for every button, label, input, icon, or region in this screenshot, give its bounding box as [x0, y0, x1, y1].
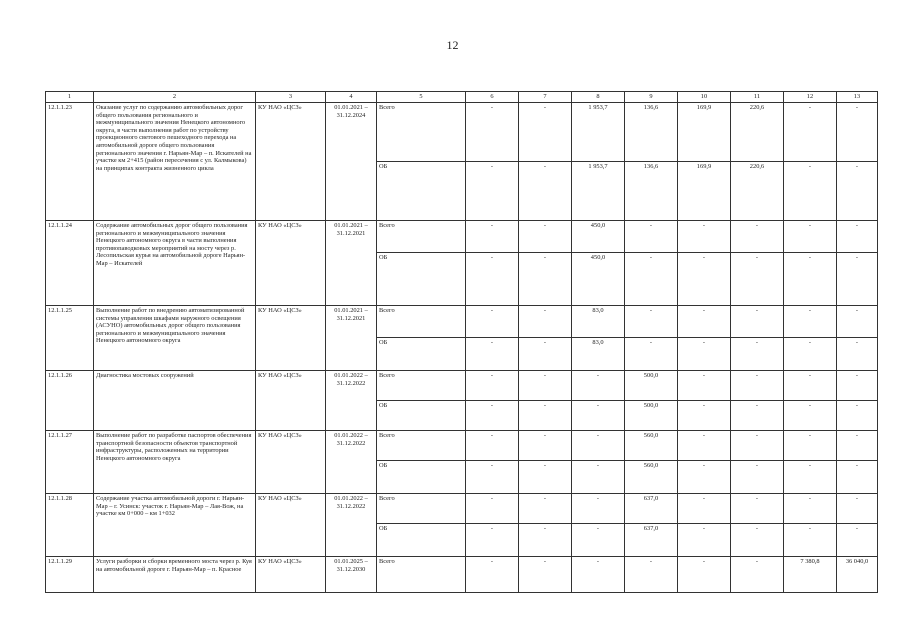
activity-number: 12.1.1.26 — [46, 371, 94, 431]
funding-value: - — [678, 494, 731, 524]
funding-value: - — [837, 306, 878, 338]
activity-period: 01.01.2021 – 31.12.2021 — [326, 306, 377, 371]
funding-value: - — [731, 371, 784, 401]
funding-value: - — [784, 103, 837, 162]
funding-source: Всего — [377, 103, 466, 162]
activity-executor: КУ НАО «ЦСЗ» — [256, 494, 326, 557]
funding-value: - — [678, 524, 731, 557]
funding-value: - — [731, 306, 784, 338]
funding-value: - — [678, 221, 731, 253]
funding-value: - — [466, 221, 519, 253]
funding-value: - — [625, 253, 678, 306]
funding-value: - — [837, 431, 878, 461]
funding-value: 169,9 — [678, 103, 731, 162]
funding-value: - — [572, 494, 625, 524]
column-number: 9 — [625, 92, 678, 103]
table-row — [46, 371, 878, 401]
funding-value: 136,6 — [625, 162, 678, 221]
column-number: 10 — [678, 92, 731, 103]
funding-value: - — [572, 557, 625, 593]
funding-source: Всего — [377, 221, 466, 253]
funding-value: - — [519, 401, 572, 431]
funding-value: - — [466, 306, 519, 338]
funding-value: - — [837, 371, 878, 401]
funding-value: - — [784, 221, 837, 253]
funding-source: Всего — [377, 494, 466, 524]
funding-value: - — [519, 253, 572, 306]
funding-value: - — [731, 253, 784, 306]
funding-value: - — [572, 431, 625, 461]
funding-value: 500,0 — [625, 401, 678, 431]
activity-name: Оказание услуг по содержанию автомобильных дорог общего пользования регионального и межмуниципального значения Ненецкого автономного округа, в части выполнения работ по устройству проекционного светового пешеходного перехода на автомобильной дороге общего пользования регионального значения г. Нарьян-Мар – п. Искателей на участке км 2+415 (район пересечения с ул. Калмыкова) на принципах контракта жизненного цикла — [94, 103, 256, 221]
funding-value: - — [519, 461, 572, 494]
activity-period: 01.01.2022 – 31.12.2022 — [326, 371, 377, 431]
activity-number: 12.1.1.27 — [46, 431, 94, 494]
table-row — [46, 494, 878, 524]
page-number: 12 — [446, 38, 459, 52]
funding-value: 83,0 — [572, 306, 625, 338]
activity-period: 01.01.2025 – 31.12.2030 — [326, 557, 377, 593]
funding-value: - — [466, 461, 519, 494]
funding-value: - — [678, 253, 731, 306]
funding-value: - — [466, 253, 519, 306]
activity-number: 12.1.1.24 — [46, 221, 94, 306]
column-number: 12 — [784, 92, 837, 103]
activity-name: Услуги разборки и сборки временного моста через р. Куя на автомобильной дороге г. Нарьян-Мар – п. Красное — [94, 557, 256, 593]
funding-value: - — [784, 162, 837, 221]
funding-value: - — [784, 431, 837, 461]
funding-value: - — [837, 461, 878, 494]
funding-value: - — [519, 221, 572, 253]
funding-value: - — [572, 401, 625, 431]
funding-value: - — [678, 557, 731, 593]
column-number: 3 — [256, 92, 326, 103]
column-number: 1 — [46, 92, 94, 103]
funding-value: - — [731, 431, 784, 461]
column-number: 4 — [326, 92, 377, 103]
table-row — [46, 221, 878, 253]
activity-name: Выполнение работ по разработке паспортов обеспечения транспортной безопасности объектов транспортной инфраструктуры, расположенных на территории Ненецкого автономного округа — [94, 431, 256, 494]
funding-value: - — [466, 371, 519, 401]
funding-source: ОБ — [377, 338, 466, 371]
column-number: 13 — [837, 92, 878, 103]
funding-value: 220,6 — [731, 103, 784, 162]
funding-value: - — [731, 338, 784, 371]
column-number: 11 — [731, 92, 784, 103]
funding-source: ОБ — [377, 162, 466, 221]
table-row — [46, 557, 878, 593]
funding-value: - — [466, 162, 519, 221]
funding-value: - — [731, 221, 784, 253]
activity-executor: КУ НАО «ЦСЗ» — [256, 431, 326, 494]
funding-value: 637,0 — [625, 524, 678, 557]
funding-value: - — [837, 524, 878, 557]
funding-value: - — [678, 401, 731, 431]
funding-value: 83,0 — [572, 338, 625, 371]
activity-name: Содержание автомобильных дорог общего пользования регионального и межмуниципального значения Ненецкого автономного округа в части выполнения противопаводковых мероприятий на мосту через р. Лесопильская курья на автомобильной дороге Нарьян-Мар – Искателей — [94, 221, 256, 306]
table-row — [46, 306, 878, 338]
funding-source: Всего — [377, 557, 466, 593]
funding-value: - — [731, 461, 784, 494]
activity-name: Содержание участка автомобильной дороги г. Нарьян-Мар – г. Усинск: участок г. Нарьян-Мар – Лая-Вож, на участке км 0+000 – км 1+032 — [94, 494, 256, 557]
funding-value: - — [519, 431, 572, 461]
column-number: 8 — [572, 92, 625, 103]
activity-number: 12.1.1.25 — [46, 306, 94, 371]
activity-number: 12.1.1.23 — [46, 103, 94, 221]
funding-value: 450,0 — [572, 253, 625, 306]
funding-value: - — [784, 524, 837, 557]
funding-value: 1 953,7 — [572, 162, 625, 221]
funding-value: - — [784, 371, 837, 401]
activity-executor: КУ НАО «ЦСЗ» — [256, 557, 326, 593]
activity-executor: КУ НАО «ЦСЗ» — [256, 371, 326, 431]
funding-value: - — [519, 371, 572, 401]
funding-value: 560,0 — [625, 431, 678, 461]
funding-source: ОБ — [377, 401, 466, 431]
funding-value: - — [837, 401, 878, 431]
activity-number: 12.1.1.28 — [46, 494, 94, 557]
funding-value: - — [572, 524, 625, 557]
column-number: 2 — [94, 92, 256, 103]
funding-value: 560,0 — [625, 461, 678, 494]
funding-value: - — [519, 162, 572, 221]
funding-value: 450,0 — [572, 221, 625, 253]
funding-value: - — [731, 557, 784, 593]
funding-source: Всего — [377, 431, 466, 461]
funding-value: - — [625, 221, 678, 253]
funding-value: 637,0 — [625, 494, 678, 524]
funding-value: - — [837, 221, 878, 253]
column-number: 6 — [466, 92, 519, 103]
funding-value: - — [519, 494, 572, 524]
column-number: 7 — [519, 92, 572, 103]
funding-source: Всего — [377, 371, 466, 401]
activity-name: Выполнение работ по внедрению автоматизированной системы управления шкафами наружного освещения (АСУНО) автомобильных дорог общего пользования регионального и межмуниципального значения Ненецкого автономного округа — [94, 306, 256, 371]
activity-name: Диагностика мостовых сооружений — [94, 371, 256, 431]
funding-value: - — [519, 103, 572, 162]
activity-period: 01.01.2022 – 31.12.2022 — [326, 431, 377, 494]
activity-executor: КУ НАО «ЦСЗ» — [256, 221, 326, 306]
funding-value: 136,6 — [625, 103, 678, 162]
table-row — [46, 103, 878, 162]
column-number-row — [46, 92, 878, 103]
funding-value: - — [519, 306, 572, 338]
funding-value: 169,9 — [678, 162, 731, 221]
funding-value: - — [466, 103, 519, 162]
funding-value: - — [784, 401, 837, 431]
funding-value: - — [519, 557, 572, 593]
funding-source: Всего — [377, 306, 466, 338]
activity-period: 01.01.2021 – 31.12.2024 — [326, 103, 377, 221]
funding-value: - — [625, 306, 678, 338]
funding-value: 220,6 — [731, 162, 784, 221]
funding-value: - — [466, 557, 519, 593]
funding-value: - — [678, 461, 731, 494]
funding-value: - — [466, 401, 519, 431]
funding-source: ОБ — [377, 253, 466, 306]
funding-value: - — [837, 494, 878, 524]
column-number: 5 — [377, 92, 466, 103]
funding-value: - — [572, 461, 625, 494]
funding-value: - — [625, 557, 678, 593]
funding-source: ОБ — [377, 524, 466, 557]
funding-value: - — [678, 371, 731, 401]
funding-value: - — [466, 524, 519, 557]
funding-value: - — [466, 494, 519, 524]
funding-value: - — [466, 338, 519, 371]
funding-value: - — [837, 253, 878, 306]
funding-value: - — [731, 401, 784, 431]
funding-value: - — [519, 338, 572, 371]
funding-value: - — [466, 431, 519, 461]
funding-value: - — [678, 306, 731, 338]
funding-value: - — [784, 494, 837, 524]
table-row — [46, 431, 878, 461]
funding-value: - — [519, 524, 572, 557]
funding-value: - — [837, 338, 878, 371]
funding-value: - — [784, 306, 837, 338]
funding-value: 1 953,7 — [572, 103, 625, 162]
activity-executor: КУ НАО «ЦСЗ» — [256, 103, 326, 221]
funding-source: ОБ — [377, 461, 466, 494]
funding-value: - — [784, 461, 837, 494]
activity-period: 01.01.2022 – 31.12.2022 — [326, 494, 377, 557]
funding-value: - — [572, 371, 625, 401]
funding-value: - — [784, 253, 837, 306]
funding-value: - — [731, 494, 784, 524]
activity-period: 01.01.2021 – 31.12.2021 — [326, 221, 377, 306]
funding-value: - — [837, 103, 878, 162]
funding-value: - — [837, 162, 878, 221]
funding-value: - — [731, 524, 784, 557]
funding-value: - — [625, 338, 678, 371]
funding-value: 500,0 — [625, 371, 678, 401]
funding-value: 36 040,0 — [837, 557, 878, 593]
activity-executor: КУ НАО «ЦСЗ» — [256, 306, 326, 371]
funding-value: - — [784, 338, 837, 371]
activity-number: 12.1.1.29 — [46, 557, 94, 593]
funding-value: - — [678, 338, 731, 371]
program-activities-table — [45, 91, 878, 593]
funding-value: 7 380,8 — [784, 557, 837, 593]
funding-value: - — [678, 431, 731, 461]
